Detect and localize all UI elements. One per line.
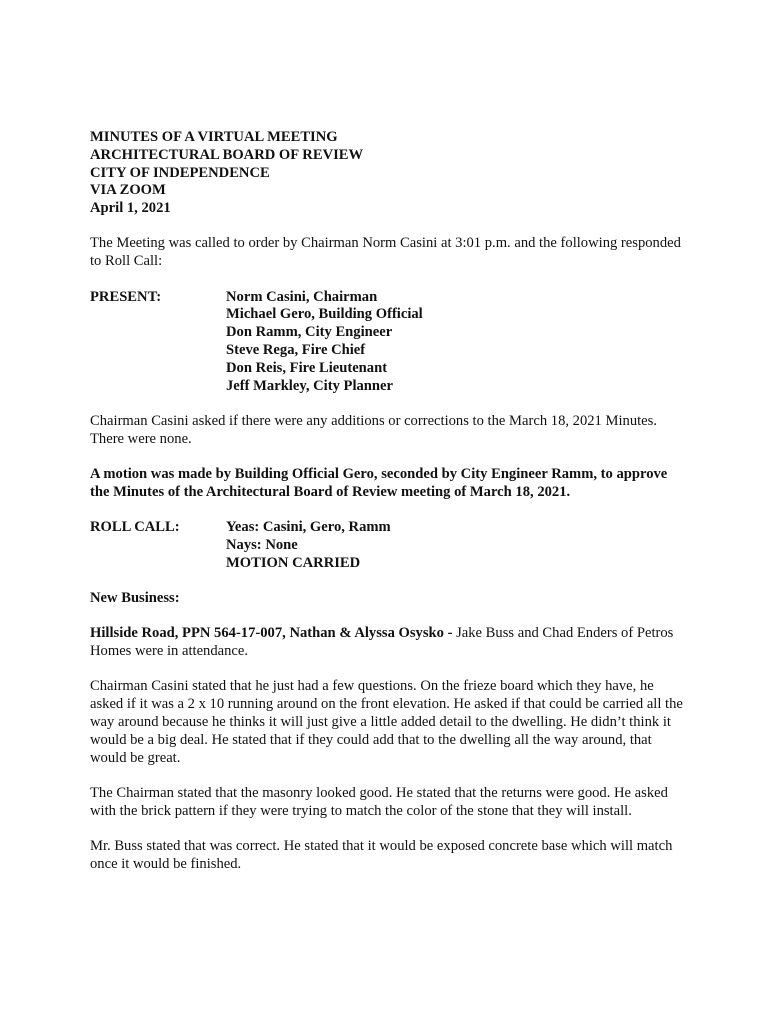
agenda-item-attendance: Jake Buss and Chad Enders of Petros Homes were in attendance. [90,625,674,660]
roll-call-label: ROLL CALL: [90,519,180,536]
present-member: Michael Gero, Building Official [226,306,423,323]
present-member: Don Reis, Fire Lieutenant [226,359,388,376]
agenda-item-paragraph [90,625,690,661]
call-to-order-paragraph: The Meeting was called to order by Chairman Norm Casini at 3:01 p.m. and the following responded to Roll Call: [90,235,681,270]
motion-result: MOTION CARRIED [226,554,361,571]
motion-paragraph: A motion was made by Building Official Gero, seconded by City Engineer Ramm, to approve the Minutes of the Architectural Board of Review meeting of March 18, 2021. [90,465,668,500]
document-header [90,129,690,218]
present-label: PRESENT: [90,288,162,305]
present-member: Don Ramm, City Engineer [226,324,393,341]
roll-call-results [226,519,391,572]
agenda-item-title: Hillside Road, PPN 564-17-007, Nathan & Alyssa Osysko - [90,625,457,642]
header-line: ARCHITECTURAL BOARD OF REVIEW [90,146,364,163]
roll-call-line: Yeas: Casini, Gero, Ramm [226,519,391,536]
roll-call-line: Nays: None [226,536,298,553]
present-member: Norm Casini, Chairman [226,288,378,305]
present-member: Steve Rega, Fire Chief [226,341,366,358]
discussion-paragraph: Chairman Casini stated that he just had a few questions. On the frieze board which they have, he asked if it was a 2 x 10 running around on the front elevation. He asked if that could be carried all the way around because he thinks it will just give a little added detail to the dwelling. He didn’t think it would be a big deal. He stated that if they could add that to the dwelling all the way around, that would be great. [90,678,683,766]
header-line: VIA ZOOM [90,182,166,199]
header-line: MINUTES OF A VIRTUAL MEETING [90,129,338,145]
present-members [226,289,423,396]
corrections-paragraph: Chairman Casini asked if there were any additions or corrections to the March 18, 2021 Minutes. There were none. [90,412,657,447]
new-business-heading: New Business: [90,589,180,606]
document-page [90,129,690,874]
meeting-date: April 1, 2021 [90,200,171,217]
discussion-paragraph: The Chairman stated that the masonry looked good. He stated that the returns were good. He asked with the brick pattern if they were trying to match the color of the stone that they will install. [90,784,668,819]
present-member: Jeff Markley, City Planner [226,377,393,394]
header-line: CITY OF INDEPENDENCE [90,164,270,181]
discussion-paragraph: Mr. Buss stated that was correct. He stated that it would be exposed concrete base which will match once it would be finished. [90,837,673,872]
roll-call-block [90,519,690,572]
present-roster [90,289,690,396]
